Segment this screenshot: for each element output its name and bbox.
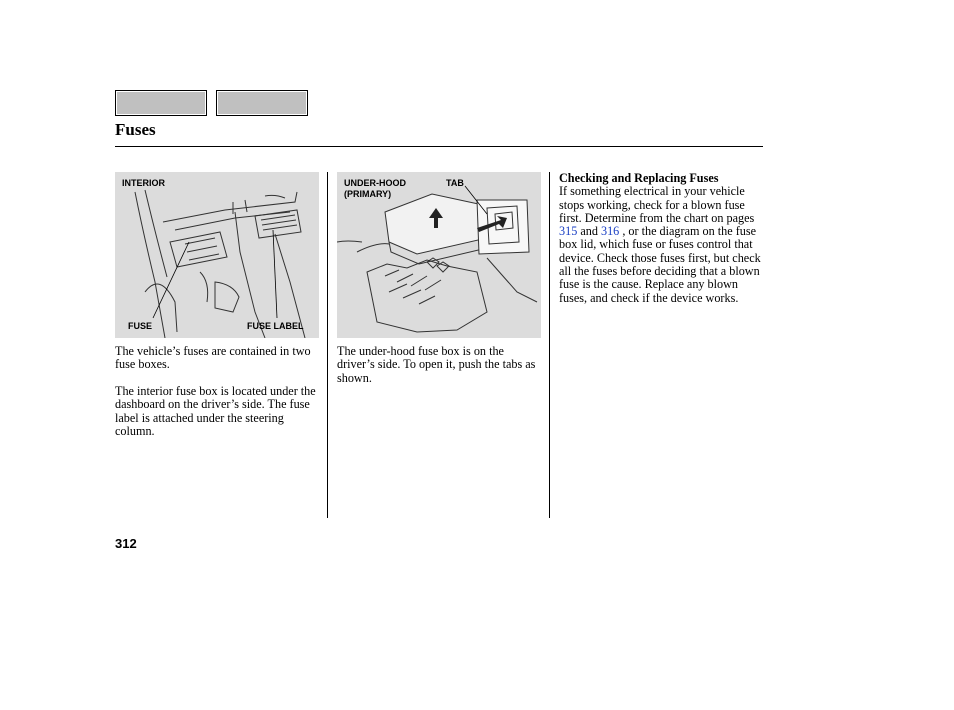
page-title: Fuses bbox=[115, 120, 156, 139]
underhood-fuse-figure bbox=[337, 172, 541, 338]
title-rule bbox=[115, 146, 763, 147]
page-link-316[interactable]: 316 bbox=[600, 224, 620, 239]
column-divider-1 bbox=[327, 172, 328, 518]
col3-section bbox=[559, 172, 765, 305]
page-link-315[interactable]: 315 bbox=[559, 224, 578, 239]
col1-paragraph-1: The vehicle’s fuses are contained in two fuse boxes. bbox=[115, 344, 311, 372]
label-tab: TAB bbox=[446, 178, 464, 188]
col3-text-and: and bbox=[577, 224, 601, 239]
col3-text-1: If something electrical in your vehicle stops working, check for a blown fuse first. Determine from the chart on pages bbox=[559, 184, 755, 225]
nav-tab-button-1[interactable] bbox=[115, 90, 207, 116]
col3-text-2: , or the diagram on the fuse box lid, which fuse or fuses control that device. Check those fuses first, but check all the fuses before deciding that a blown fuse is the cause. Replace any blown fuses, and check if the device works. bbox=[559, 224, 761, 305]
page-number: 312 bbox=[115, 536, 137, 551]
col1-paragraph-2: The interior fuse box is located under the dashboard on the driver’s side. The fuse label is attached under the steering column. bbox=[115, 384, 316, 438]
interior-fuse-illustration bbox=[115, 172, 319, 338]
section-heading: Checking and Replacing Fuses bbox=[559, 171, 719, 185]
nav-tab-button-2[interactable] bbox=[216, 90, 308, 116]
label-primary: (PRIMARY) bbox=[344, 189, 392, 199]
label-interior: INTERIOR bbox=[122, 178, 166, 188]
label-fuse: FUSE bbox=[128, 321, 153, 331]
column-divider-2 bbox=[549, 172, 550, 518]
label-fuse-label: FUSE LABEL bbox=[247, 321, 304, 331]
interior-fuse-figure bbox=[115, 172, 319, 338]
label-underhood: UNDER-HOOD bbox=[344, 178, 406, 188]
col2-paragraph-1: The under-hood fuse box is on the driver’s side. To open it, push the tabs as shown. bbox=[337, 344, 536, 385]
